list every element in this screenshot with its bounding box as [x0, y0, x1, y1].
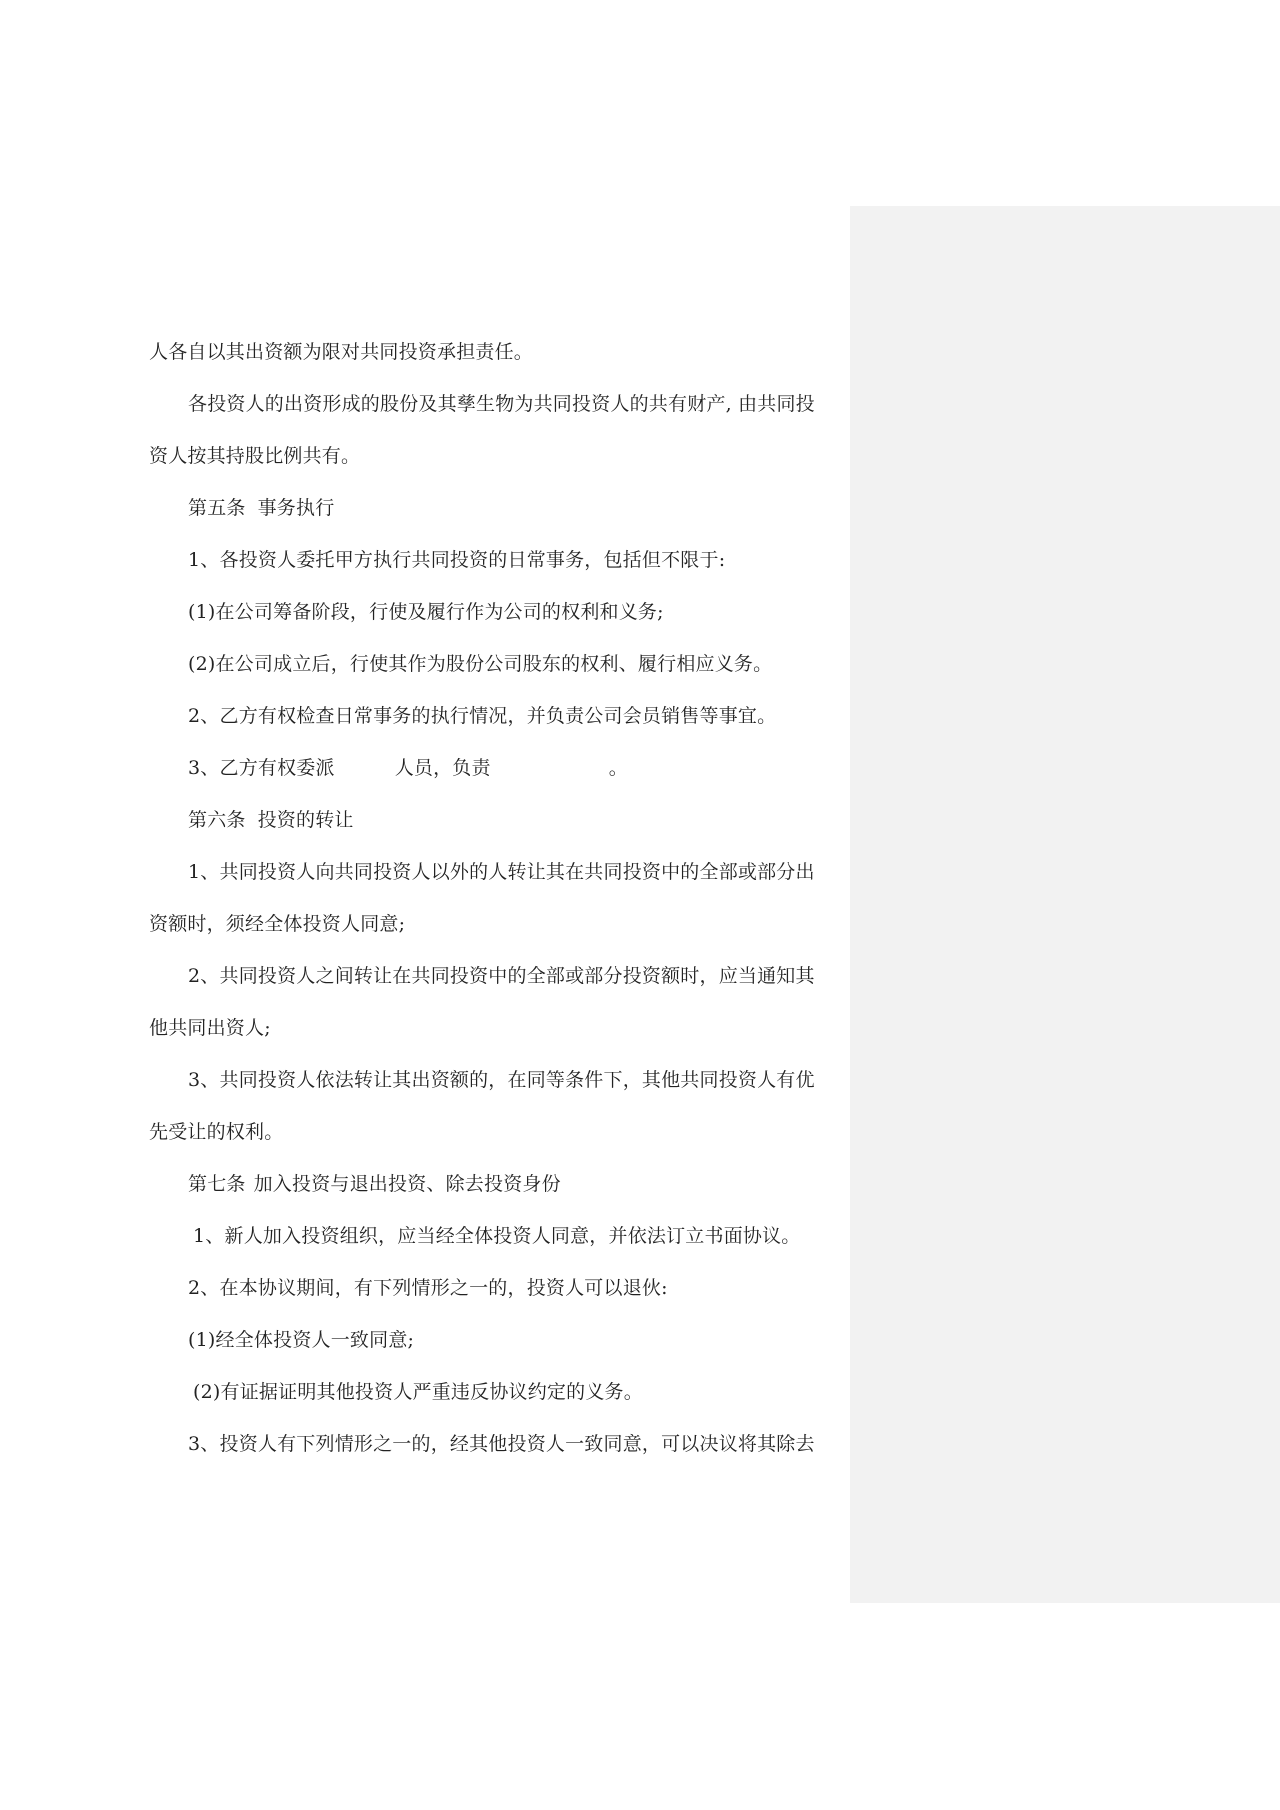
paragraph-line: 资人按其持股比例共有。	[149, 445, 361, 467]
article-title: 加入投资与退出投资、除去投资身份	[253, 1173, 561, 1195]
clause-middle: 人员，负责	[394, 757, 491, 779]
article-heading-5	[149, 482, 839, 534]
document-body	[149, 326, 839, 1470]
paragraph-line: 2、乙方有权检查日常事务的执行情况，并负责公司会员销售等事宜。	[188, 705, 777, 727]
paragraph-line: 3、共同投资人依法转让其出资额的，在同等条件下，其他共同投资人有优	[188, 1069, 815, 1091]
clause-end: 。	[608, 757, 628, 779]
paragraph-line: 3、投资人有下列情形之一的，经其他投资人一致同意，可以决议将其除去	[188, 1433, 815, 1455]
article-label: 第五条	[188, 497, 246, 519]
article-heading-7	[149, 1158, 839, 1210]
paragraph-line: 1、各投资人委托甲方执行共同投资的日常事务，包括但不限于:	[188, 549, 726, 571]
paragraph-line: 人各自以其出资额为限对共同投资承担责任。	[149, 341, 534, 363]
paragraph-line: 各投资人的出资形成的股份及其孳生物为共同投资人的共有财产, 由共同投	[188, 393, 815, 415]
comment-pane	[850, 206, 1280, 1603]
paragraph-line: (2)在公司成立后，行使其作为股份公司股东的权利、履行相应义务。	[188, 653, 773, 675]
paragraph-line: 他共同出资人;	[149, 1017, 271, 1039]
article-title: 事务执行	[257, 497, 335, 519]
paragraph-line-with-blanks	[149, 742, 839, 794]
article-label: 第六条	[188, 809, 246, 831]
paragraph-line: 1、共同投资人向共同投资人以外的人转让其在共同投资中的全部或部分出	[188, 861, 815, 883]
article-label: 第七条	[188, 1173, 246, 1195]
paragraph-line: 先受让的权利。	[149, 1121, 284, 1143]
paragraph-line: (2)有证据证明其他投资人严重违反协议约定的义务。	[193, 1381, 643, 1403]
paragraph-line: 1、新人加入投资组织，应当经全体投资人同意，并依法订立书面协议。	[193, 1225, 801, 1247]
paragraph-line: 资额时，须经全体投资人同意;	[149, 913, 406, 935]
article-title: 投资的转让	[257, 809, 354, 831]
paragraph-line: 2、共同投资人之间转让在共同投资中的全部或部分投资额时，应当通知其	[188, 965, 815, 987]
article-heading-6	[149, 794, 839, 846]
clause-start: 3、乙方有权委派	[188, 757, 335, 779]
paragraph-line: (1)经全体投资人一致同意;	[188, 1329, 415, 1351]
paragraph-line: (1)在公司筹备阶段，行使及履行作为公司的权利和义务;	[188, 601, 664, 623]
paragraph-line: 2、在本协议期间，有下列情形之一的，投资人可以退伙:	[188, 1277, 668, 1299]
